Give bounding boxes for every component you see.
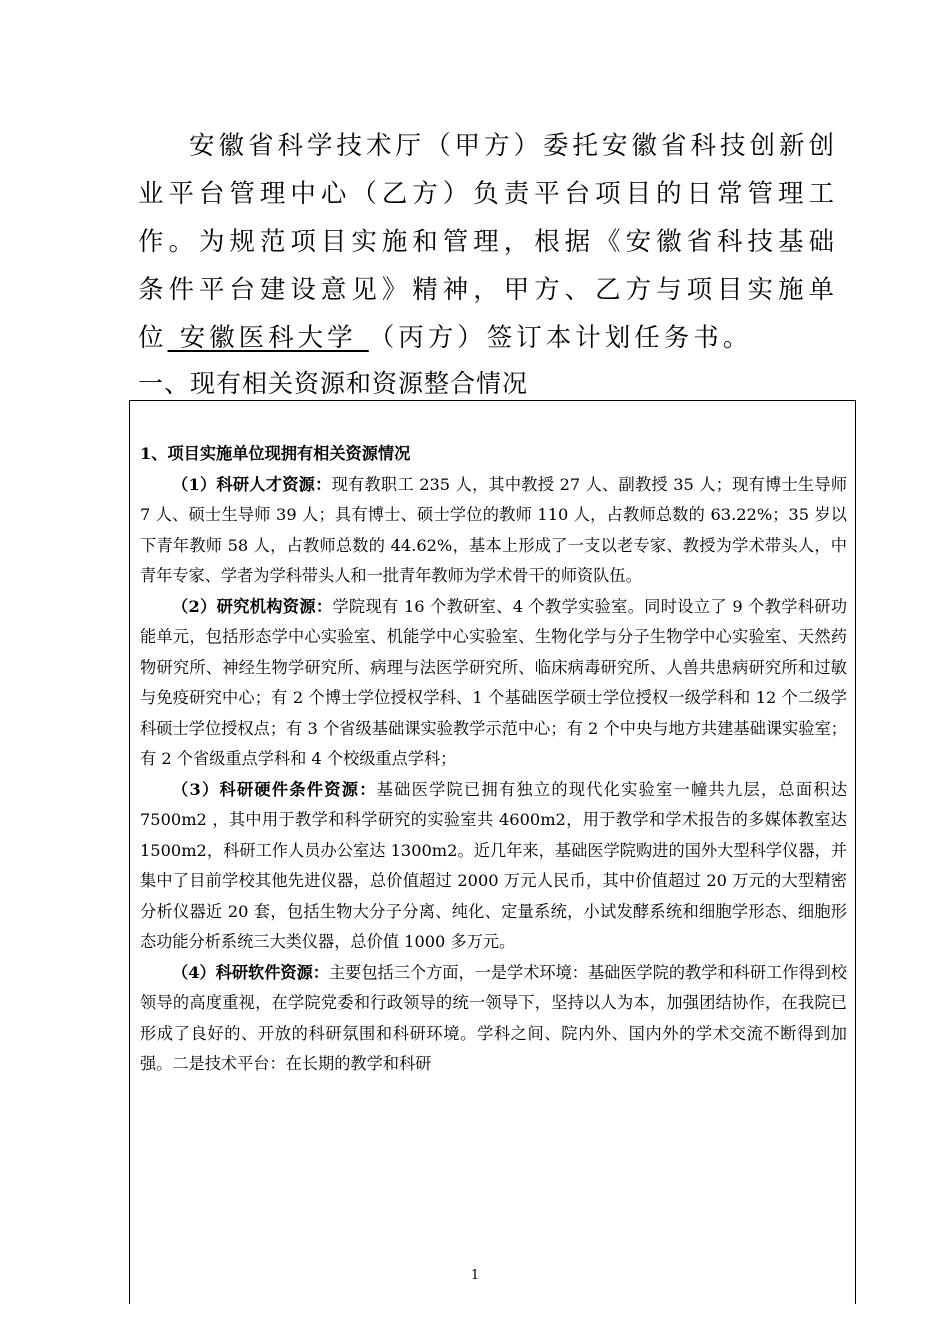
paragraph-body: 学院现有 16 个教研室、4 个教学实验室。同时设立了 9 个教学科研功能单元，包括形态学中心实验室、机能学中心实验室、生物化学与分子生物学中心实验室、天然药物研究所、神经生物学研究所、病理与法医学研究所、临床病毒研究所、人兽共患病研究所和过敏与免疫研究中心；有 2 个博士学位授权学科、1 个基础医学硕士学位授权一级学科和 12 个二级学科硕士学位授权点；有 3 个省级基础课实验教学示范中心；有 2 个中央与地方共建基础课实验室；有 2 个省级重点学科和 4 个校级重点学科； bbox=[140, 596, 848, 768]
paragraph-label: （1）科研人才资源： bbox=[172, 474, 332, 494]
paragraph-label: （2）研究机构资源： bbox=[172, 596, 333, 616]
implementing-unit-name: 安徽医科大学 bbox=[167, 323, 369, 353]
paragraph-hardware-resources bbox=[140, 775, 847, 958]
paragraph-label: （4）科研软件资源： bbox=[172, 962, 329, 982]
paragraph-research-institutions bbox=[140, 592, 847, 775]
page-number: 1 bbox=[470, 1268, 480, 1283]
paragraph-research-talent bbox=[140, 470, 847, 592]
paragraph-body: 现有教职工 235 人，其中教授 27 人、副教授 35 人；现有博士生导师 7 人、硕士生导师 39 人；具有博士、硕士学位的教师 110 人，占教师总数的 63.22%；35 岁以下青年教师 58 人，占教师总数的 44.62%，基本上形成了一支以老专家、教授为学术带头人，中青年专家、学者为学科带头人和一批青年教师为学术骨干的师资队伍。 bbox=[140, 474, 848, 585]
intro-text-part2: （丙方）签订本计划任务书。 bbox=[368, 323, 753, 353]
section-heading: 一、现有相关资源和资源整合情况 bbox=[138, 369, 529, 398]
paragraph-body: 主要包括三个方面，一是学术环境：基础医学院的教学和科研工作得到校领导的高度重视，在学院党委和行政领导的统一领导下，坚持以人为本，加强团结协作，在我院已形成了良好的、开放的科研氛围和科研环境。学科之间、院内外、国内外的学术交流不断得到加强。二是技术平台：在长期的教学和科研 bbox=[140, 962, 848, 1073]
paragraph-label: （3）科研硬件条件资源： bbox=[172, 779, 377, 799]
intro-text bbox=[138, 122, 838, 362]
paragraph-body: 基础医学院已拥有独立的现代化实验室一幢共九层，总面积达 7500m2 ，其中用于教学和科学研究的实验室共 4600m2，用于教学和学术报告的多媒体教室达 1500m2，科研工作人员办公室达 1300m2。近几年来，基础医学院购进的国外大型科学仪器，并集中了目前学校其他先进仪器，总价值超过 2000 万元人民币，其中价值超过 20 万元的大型精密分析仪器近 20 套，包括生物大分子分离、纯化、定量系统，小试发酵系统和细胞学形态、细胞形态功能分析系统三大类仪器，总价值 1000 多万元。 bbox=[140, 779, 848, 951]
subsection-heading: 1、项目实施单位现拥有相关资源情况 bbox=[140, 444, 411, 463]
intro-paragraph bbox=[138, 122, 838, 362]
resources-table-cell bbox=[129, 400, 856, 1304]
paragraph-software-resources bbox=[140, 958, 847, 1080]
intro-text-part1: 安徽省科学技术厅（甲方）委托安徽省科技创新创业平台管理中心（乙方）负责平台项目的日常管理工作。为规范项目实施和管理，根据《安徽省科技基础条件平台建设意见》精神，甲方、乙方与项目实施单位 bbox=[138, 131, 839, 353]
